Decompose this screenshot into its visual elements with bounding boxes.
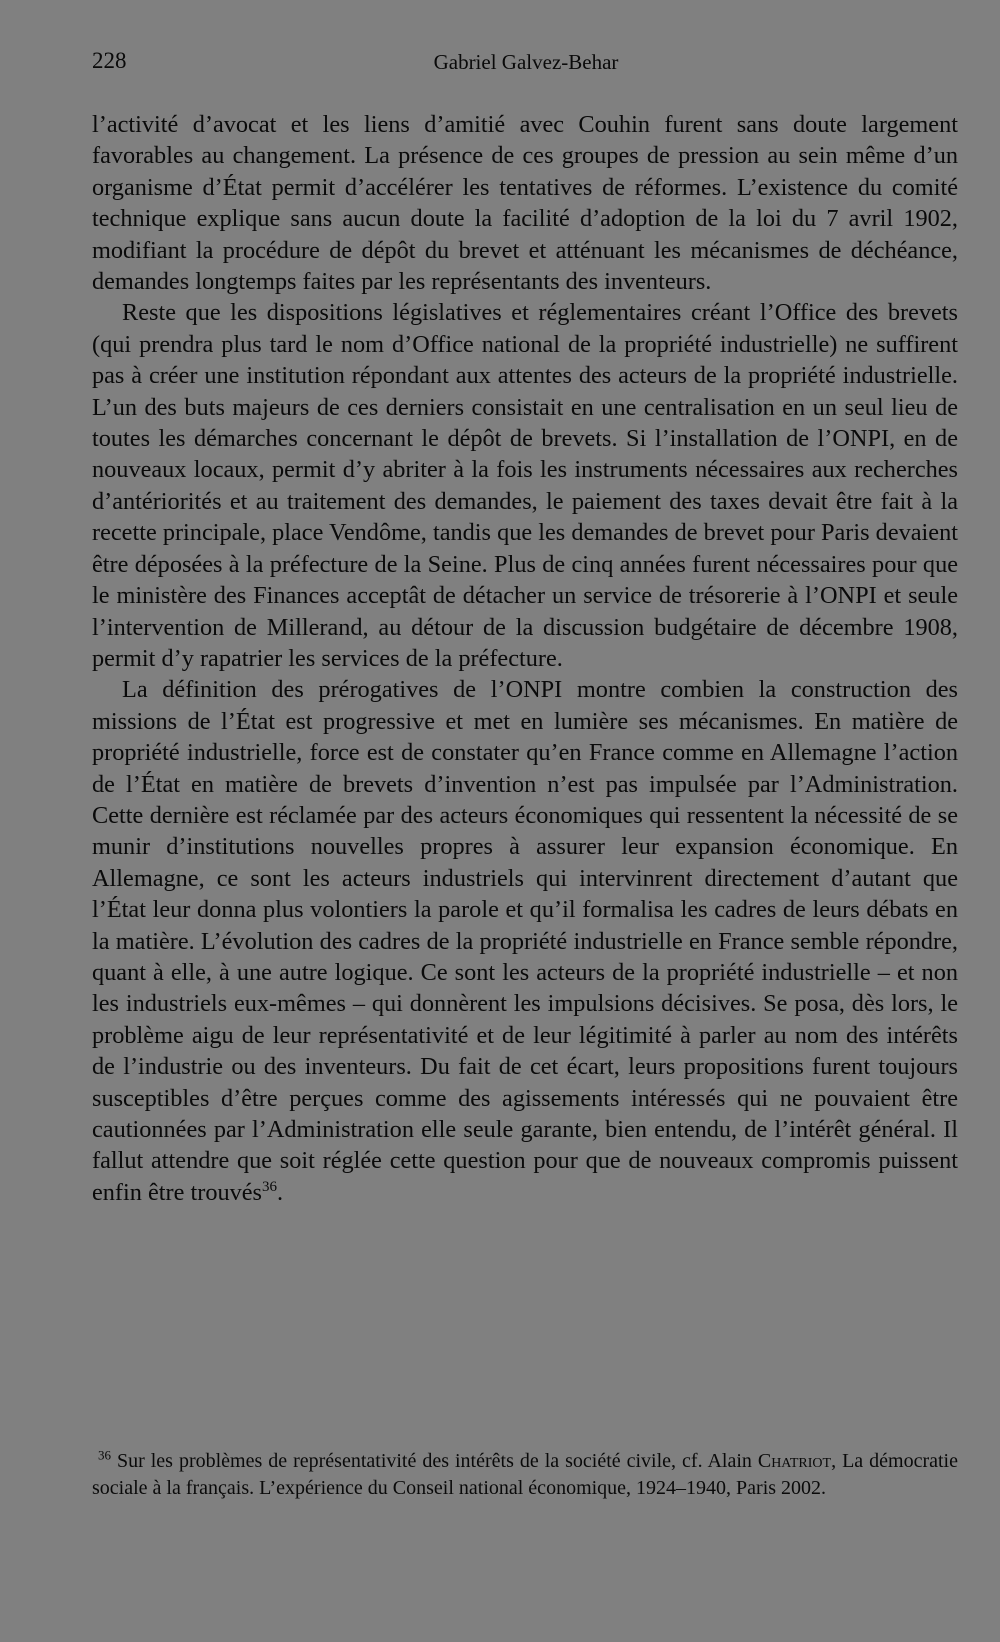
footnote-author: Chatriot — [757, 1450, 832, 1472]
body-text — [92, 109, 958, 1208]
paragraph — [92, 674, 958, 1208]
footnotes — [92, 1448, 958, 1502]
paragraph — [92, 297, 958, 674]
paragraph-text: l’activité d’avocat et les liens d’amitié avec Couhin furent sans doute largement favorables au changement. La présence de ces groupes de pression au sein même d’un organisme d’État permit d’accélérer les tentatives de réformes. L’existence du comité technique explique sans aucun doute la facilité d’adoption de la loi du 7 avril 1902, modifiant la procédure de dépôt du brevet et atténuant les mécanismes de déchéance, demandes longtemps faites par les représentants des inventeurs. — [92, 111, 958, 296]
footnote-text-after: , La démocratie sociale à la français. L’expérience du Conseil national économique, 1924–1940, Paris 2002. — [92, 1450, 958, 1499]
running-head: Gabriel Galvez-Behar — [433, 50, 619, 74]
page-header — [92, 48, 960, 82]
footnote-number: 36 — [98, 1447, 111, 1463]
paragraph — [92, 109, 958, 297]
page-number: 228 — [92, 48, 127, 73]
footnote-reference: 36 — [262, 1178, 278, 1195]
paragraph-text: Reste que les dispositions législatives et réglementaires créant l’Office des brevets (qui prendra plus tard le nom d’Office national de la propriété industrielle) ne suffirent pas à créer une institution répondant aux attentes des acteurs de la propriété industrielle. L’un des buts majeurs de ces derniers consistait en une centralisation en un seul lieu de toutes les démarches concernant le dépôt de brevets. Si l’installation de l’ONPI, en de nouveaux locaux, permit d’y abriter à la fois les instruments nécessaires aux recherches d’antériorités et au traitement des demandes, le paiement des taxes devait être fait à la recette principale, place Vendôme, tandis que les demandes de brevet pour Paris devaient être déposées à la préfecture de la Seine. Plus de cinq années furent nécessaires pour que le ministère des Finances acceptât de détacher un service de trésorerie à l’ONPI et seule l’intervention de Millerand, au détour de la discussion budgétaire de décembre 1908, permit d’y rapatrier les services de la préfecture. — [92, 299, 958, 672]
footnote — [92, 1448, 958, 1502]
footnote-text-before: Sur les problèmes de représentativité des intérêts de la société civile, cf. Alain — [116, 1450, 758, 1472]
paragraph-text: La définition des prérogatives de l’ONPI montre combien la construction des missions de l’État est progressive et met en lumière ses mécanismes. En matière de propriété industrielle, force est de constater qu’en France comme en Allemagne l’action de l’État en matière de brevets d’invention n’est pas impulsée par l’Administration. Cette dernière est réclamée par des acteurs économiques qui ressentent la nécessité de se munir d’institutions nouvelles propres à assurer leur expansion économique. En Allemagne, ce sont les acteurs industriels qui intervinrent directement d’autant que l’État leur donna plus volontiers la parole et qu’il formalisa les cadres de leurs débats en la matière. L’évolution des cadres de la propriété industrielle en France semble répondre, quant à elle, à une autre logique. Ce sont les acteurs de la propriété industrielle – et non les industriels eux-mêmes – qui donnèrent les impulsions décisives. Se posa, dès lors, le problème aigu de leur représentativité et de leur légitimité à parler au nom des intérêts de l’industrie ou des inventeurs. Du fait de cet écart, leurs propositions furent toujours susceptibles d’être perçues comme des agissements intéressés qui ne pouvaient être cautionnées par l’Administration elle seule garante, bien entendu, de l’intérêt général. Il fallut attendre que soit réglée cette question pour que de nouveaux compromis puissent enfin être trouvés — [92, 676, 958, 1206]
paragraph-tail: . — [277, 1178, 284, 1206]
